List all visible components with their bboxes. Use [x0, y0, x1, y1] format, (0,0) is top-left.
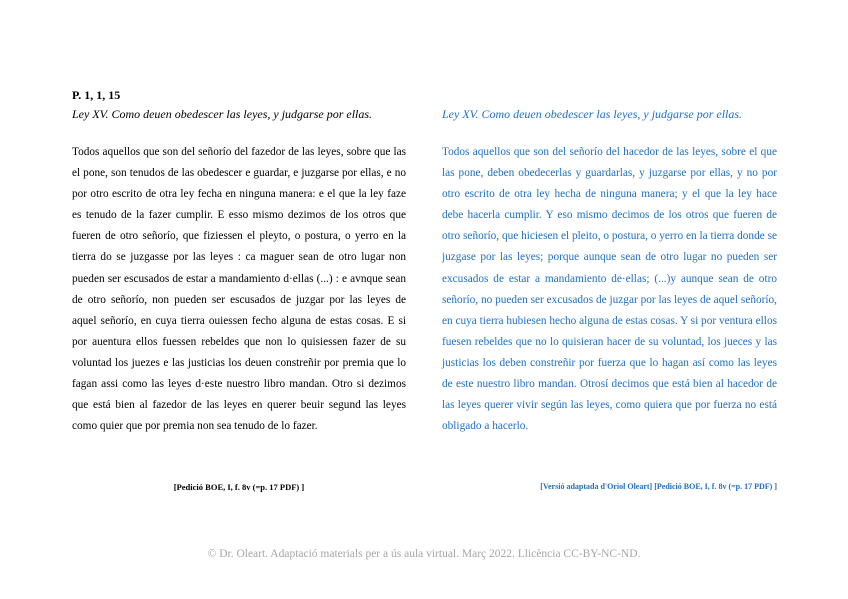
original-law-title: Ley XV. Como deuen obedescer las leyes, y judgarse por ellas. [72, 107, 373, 121]
original-law-text: Todos aquellos que son del señorío del fazedor de las leyes, sobre que las el pone, son tenudos de las obedescer e guardar, e juzgarse por ellas, e no por otro escrito de otra ley fecha en ninguna manera: e el que la ley faze es tenudo de la fazer cumplir. E esso mismo dezimos de los otros que fueren de otro señorío, que fiziessen el pleyto, o postura, o yerro en la tierra do se juzgasse por las leyes : ca maguer sean de otro lugar non pueden ser escusados de estar a mandamiento d·ellas (...) : e avnque sean de otro señorío, non pueden ser escusados de juzgar por las leyes de aquel señorío, en cuya tierra ouiessen fecho alguna de estas cosas. E si por auentura ellos fuessen rebeldes que non lo quisiessen fazer de su voluntad los juezes e las justicias los deuen constreñir por premia que lo fagan assi como las leyes d·este nuestro libro mandan. Otro si dezimos que está bien al fazedor de las leyes en querer beuir segund las leyes como quier que por premia non sea tenudo de lo fazer. [72, 146, 406, 433]
copyright-footer: © Dr. Oleart. Adaptació materials per a ús aula virtual. Març 2022. Llicència CC-BY-NC-ND. [207, 548, 641, 560]
original-source-citation: [Pedició BOE, I, f. 8v (=p. 17 PDF) ] [173, 482, 305, 492]
adapted-law-text: Todos aquellos que son del señorío del hacedor de las leyes, sobre el que las pone, deben obedecerlas y guardarlas, y juzgarse por ellas, y no por otro escrito de otra ley hecha de ninguna manera; y el que la ley hace debe hacerla cumplir. Y eso mismo decimos de los otros que fueren de otro señorío, que hiciesen el pleito, o postura, o yerro en la tierra donde se juzgase por las leyes; porque aunque sean de otro lugar no pueden ser excusados de estar a mandamiento de·ellas; (...)y aunque sean de otro señorío, no pueden ser excusados de juzgar por las leyes de aquel señorío, en cuya tierra hubiesen hecho alguna de estas cosas. Y si por ventura ellos fuesen rebeldes que no lo quisieran hacer de su voluntad, los jueces y las justicias los deben constreñir por fuerza que lo hagan así como las leyes de este nuestro libro mandan. Otrosí decimos que está bien al hacedor de las leyes querer vivir según las leyes, como quiera que por fuerza no está obligado a hacerlo. [442, 146, 777, 433]
adapted-law-title: Ley XV. Como deuen obedescer las leyes, y judgarse por ellas. [442, 107, 743, 121]
law-reference: P. 1, 1, 15 [72, 88, 121, 102]
adapted-source-citation: [Versió adaptada d'Oriol Oleart] [Pedició BOE, I, f. 8v (=p. 17 PDF) ] [540, 482, 777, 491]
